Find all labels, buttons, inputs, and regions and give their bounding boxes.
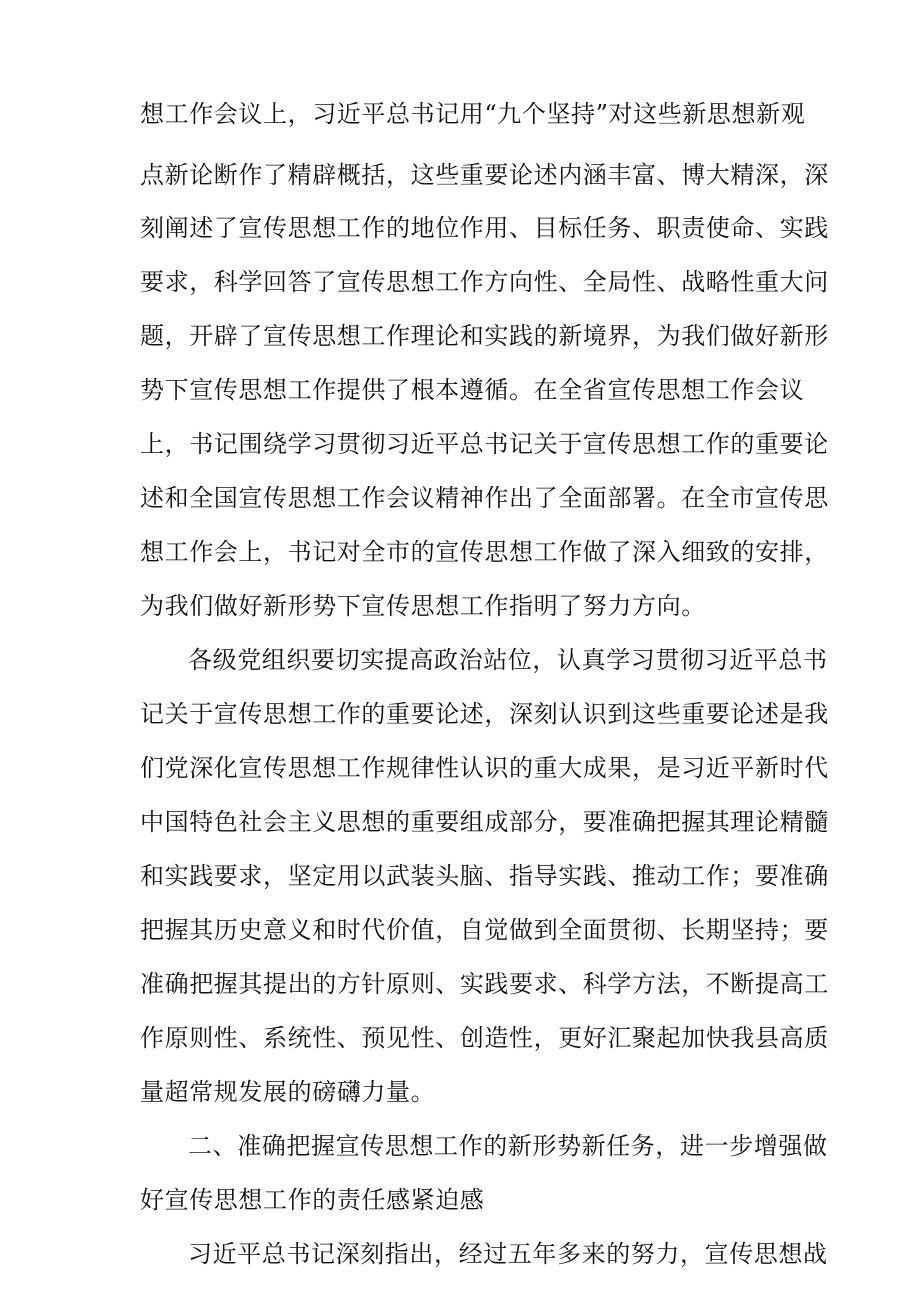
text-line: 和实践要求，坚定用以武装头脑、指导实践、推动工作；要准确	[140, 862, 829, 890]
text-line: 上，书记围绕学习贯彻习近平总书记关于宣传思想工作的重要论	[140, 430, 829, 458]
text-line: 准确把握其提出的方针原则、实践要求、科学方法，不断提高工	[140, 970, 829, 998]
text-line: 想工作会议上，习近平总书记用“九个坚持”对这些新思想新观	[140, 100, 806, 128]
text-line: 要求，科学回答了宣传思想工作方向性、全局性、战略性重大问	[140, 268, 829, 296]
paragraph-start-line: 习近平总书记深刻指出，经过五年多来的努力，宣传思想战	[188, 1240, 828, 1268]
text-line: 记关于宣传思想工作的重要论述，深刻认识到这些重要论述是我	[140, 700, 829, 728]
section-heading-line: 好宣传思想工作的责任感紧迫感	[140, 1186, 485, 1214]
text-line: 点新论断作了精辟概括，这些重要论述内涵丰富、博大精深，深	[140, 161, 829, 189]
section-heading-line: 二、准确把握宣传思想工作的新形势新任务，进一步增强做	[188, 1132, 828, 1160]
text-line: 势下宣传思想工作提供了根本遵循。在全省宣传思想工作会议	[140, 376, 805, 404]
text-line: 们党深化宣传思想工作规律性认识的重大成果，是习近平新时代	[140, 754, 829, 782]
text-line: 刻阐述了宣传思想工作的地位作用、目标任务、职责使命、实践	[140, 214, 829, 242]
text-line: 把握其历史意义和时代价值，自觉做到全面贯彻、长期坚持；要	[140, 916, 829, 944]
paragraph-start-line: 各级党组织要切实提高政治站位，认真学习贯彻习近平总书	[188, 646, 828, 674]
text-line: 想工作会上，书记对全市的宣传思想工作做了深入细致的安排，	[140, 538, 829, 566]
text-line: 作原则性、系统性、预见性、创造性，更好汇聚起加快我县高质	[140, 1024, 829, 1052]
text-line: 中国特色社会主义思想的重要组成部分，要准确把握其理论精髓	[140, 808, 829, 836]
text-line: 题，开辟了宣传思想工作理论和实践的新境界，为我们做好新形	[140, 322, 829, 350]
text-line: 述和全国宣传思想工作会议精神作出了全面部署。在全市宣传思	[140, 484, 829, 512]
text-line: 为我们做好新形势下宣传思想工作指明了努力方向。	[140, 592, 706, 620]
text-line: 量超常规发展的磅礴力量。	[140, 1078, 436, 1106]
